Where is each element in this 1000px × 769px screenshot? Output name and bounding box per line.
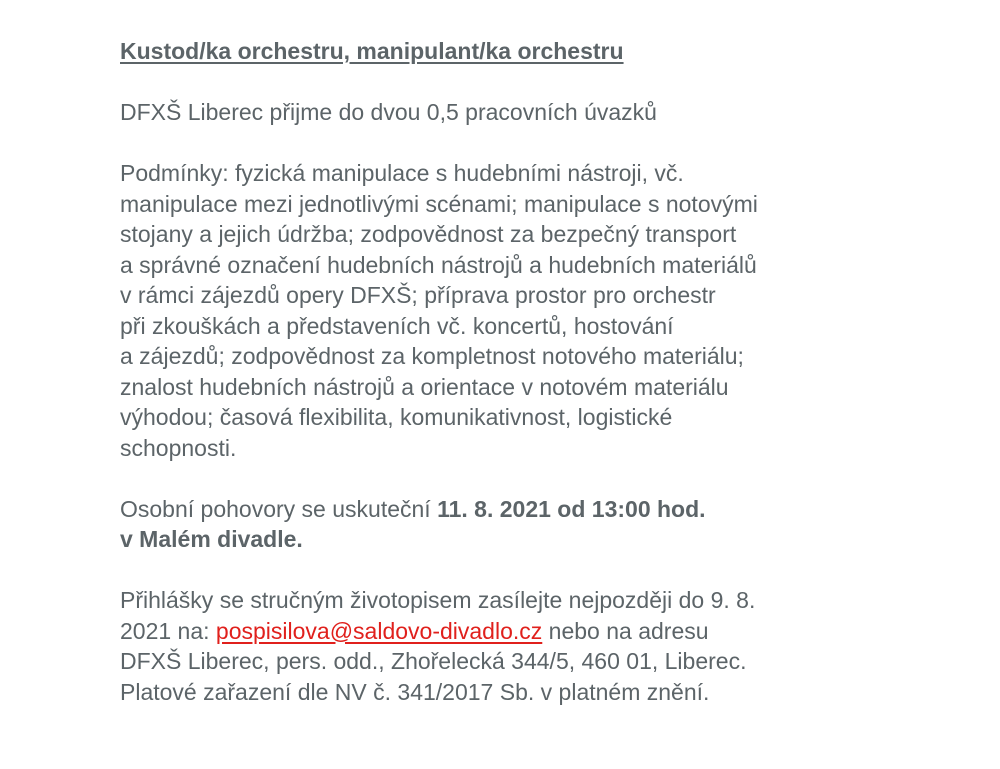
spacer (120, 67, 980, 98)
application-prefix: 2021 na: (120, 617, 216, 644)
conditions-line: v rámci zájezdů opery DFXŠ; příprava prostor pro orchestr (120, 282, 716, 308)
conditions-line: stojany a jejich údržba; zodpovědnost za bezpečný transport (120, 221, 737, 247)
conditions-line: znalost hudebních nástrojů a orientace v notovém materiálu (120, 373, 729, 400)
conditions-paragraph (120, 158, 980, 463)
application-line (120, 616, 980, 647)
interview-place: v Malém divadle. (120, 526, 303, 552)
application-suffix: nebo na adresu (542, 617, 709, 644)
conditions-line: a zájezdů; zodpovědnost za kompletnost notového materiálu; (120, 343, 744, 369)
address-line: DFXŠ Liberec, pers. odd., Zhořelecká 344/5, 460 01, Liberec. (120, 648, 747, 674)
conditions-line: manipulace mezi jednotlivými scénami; manipulace s notovými (120, 190, 758, 217)
job-posting (120, 36, 980, 707)
spacer (120, 128, 980, 159)
intro-text: DFXŠ Liberec přijme do dvou 0,5 pracovních úvazků (120, 99, 657, 125)
page-title: Kustod/ka orchestru, manipulant/ka orchestru (120, 38, 624, 64)
conditions-line: a správné označení hudebních nástrojů a hudebních materiálů (120, 251, 757, 278)
application-paragraph (120, 585, 980, 707)
email-link[interactable]: pospisilova@saldovo-divadlo.cz (215, 617, 543, 644)
interview-datetime: 11. 8. 2021 od 13:00 hod. (437, 495, 706, 522)
spacer (120, 463, 980, 494)
interview-paragraph (120, 494, 980, 555)
interview-prefix: Osobní pohovory se uskuteční (120, 495, 438, 522)
interview-line (120, 494, 980, 525)
spacer (120, 555, 980, 586)
conditions-line: výhodou; časová flexibilita, komunikativnost, logistické (120, 404, 673, 430)
application-line: Přihlášky se stručným životopisem zasílejte nejpozději do 9. 8. (120, 587, 756, 613)
conditions-line: Podmínky: fyzická manipulace s hudebními nástroji, vč. (120, 160, 684, 186)
salary-line: Platové zařazení dle NV č. 341/2017 Sb. v platném znění. (120, 678, 710, 705)
conditions-line: schopnosti. (120, 434, 237, 461)
conditions-line: při zkouškách a představeních vč. koncertů, hostování (120, 312, 674, 339)
